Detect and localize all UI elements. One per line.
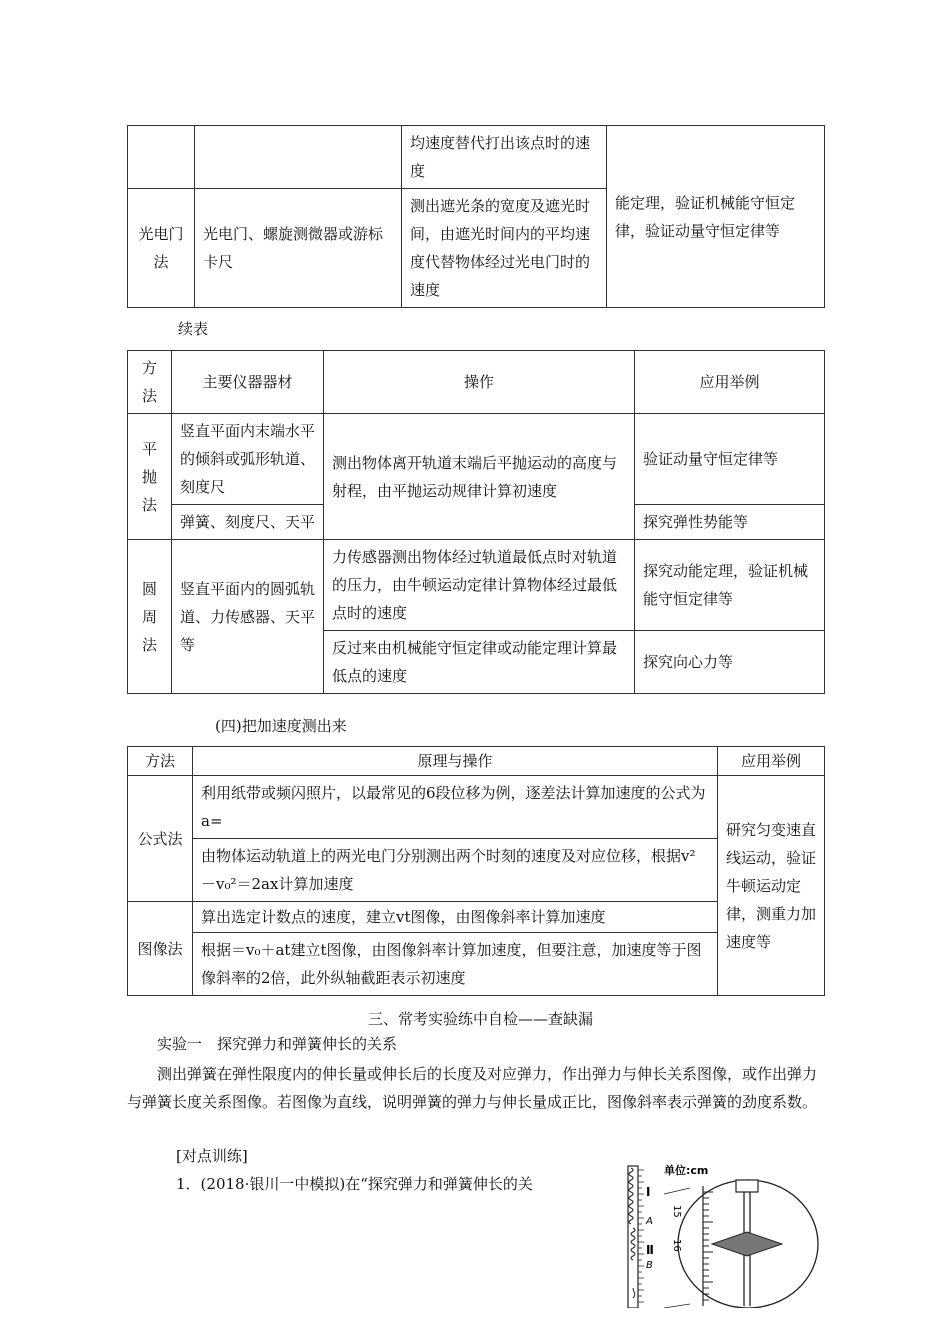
table-row xyxy=(128,540,825,631)
label-roman-1: Ⅰ xyxy=(646,1185,651,1199)
table-cell: 光电门法 xyxy=(128,189,195,308)
table-cell: 探究弹性势能等 xyxy=(635,505,825,540)
experiment1-body: 测出弹簧在弹性限度内的伸长量或伸长后的长度及对应弹力，作出弹力与伸长关系图像，或作出弹力与弹簧长度关系图像。若图像为直线，说明弹簧的弹力与伸长量成正比，图像斜率表示弹簧的劲度系数。 xyxy=(127,1065,818,1111)
method-formula: 公式法 xyxy=(128,776,193,902)
table-continued xyxy=(127,350,825,694)
tick-16: 16 xyxy=(671,1239,682,1252)
table-cell: 均速度替代打出该点时的速度 xyxy=(402,126,607,189)
table-cell: 竖直平面内末端水平的倾斜或弧形轨道、刻度尺 xyxy=(172,414,324,505)
label-b: B xyxy=(646,1260,653,1271)
method-image: 图像法 xyxy=(128,902,193,996)
label-a: A xyxy=(646,1216,653,1227)
table-cell: 研究匀变速直线运动，验证牛顿运动定律，测重力加速度等 xyxy=(718,776,825,996)
table-top xyxy=(127,125,825,308)
table-cell xyxy=(195,126,402,189)
header-method: 方法 xyxy=(128,747,193,776)
table-cell: 算出选定计数点的速度，建立vt图像，由图像斜率计算加速度 xyxy=(193,902,718,933)
section4-title: (四)把加速度测出来 xyxy=(215,717,347,735)
table-cell: 竖直平面内的圆弧轨道、力传感器、天平等 xyxy=(172,540,324,694)
label-roman-2: Ⅱ xyxy=(646,1243,654,1257)
question-1: 1．(2018·银川一中模拟)在“探究弹力和弹簧伸长的关 xyxy=(176,1175,533,1193)
training-label: [对点训练] xyxy=(176,1147,248,1165)
experiment1-title: 实验一 探究弹力和弹簧伸长的关系 xyxy=(157,1035,398,1053)
table-cell: 能定理，验证机械能守恒定律，验证动量守恒定律等 xyxy=(607,126,825,308)
header-principle: 原理与操作 xyxy=(193,747,718,776)
header-application: 应用举例 xyxy=(718,747,825,776)
table-cell: 探究动能定理，验证机械能守恒定律等 xyxy=(635,540,825,631)
header-equipment: 主要仪器器材 xyxy=(172,351,324,414)
header-operation: 操作 xyxy=(324,351,635,414)
table-cell: 弹簧、刻度尺、天平 xyxy=(172,505,324,540)
table-row xyxy=(128,776,825,839)
method-yuanzhou: 圆周法 xyxy=(128,540,172,694)
table-cell: 力传感器测出物体经过轨道最低点时对轨道的压力，由牛顿运动定律计算物体经过最低点时的速度 xyxy=(324,540,635,631)
ruler-bar xyxy=(628,1166,638,1308)
spring-2 xyxy=(631,1228,635,1260)
table-acceleration xyxy=(127,746,825,996)
pointer-diamond xyxy=(712,1232,782,1256)
spring-1 xyxy=(629,1168,633,1224)
table-cell: 验证动量守恒定律等 xyxy=(635,414,825,505)
table-header-row xyxy=(128,747,825,776)
tick-15: 15 xyxy=(671,1205,682,1218)
header-application: 应用举例 xyxy=(635,351,825,414)
hanger-clip xyxy=(736,1180,758,1192)
table-header-row xyxy=(128,351,825,414)
table-cell xyxy=(128,126,195,189)
section3-title: 三、常考实验练中自检——查缺漏 xyxy=(368,1010,594,1028)
table-cell: 根据＝v₀＋at建立t图像，由图像斜率计算加速度，但要注意，加速度等于图像斜率的2倍，此外纵轴截距表示初速度 xyxy=(193,933,718,996)
method-pingpao: 平抛法 xyxy=(128,414,172,540)
table-cell: 光电门、螺旋测微器或游标卡尺 xyxy=(195,189,402,308)
table-cell: 测出物体离开轨道末端后平抛运动的高度与射程，由平抛运动规律计算初速度 xyxy=(324,414,635,540)
table-cell: 由物体运动轨道上的两光电门分别测出两个时刻的速度及对应位移，根据v²－v₀²＝2ax计算加速度 xyxy=(193,839,718,902)
table-row xyxy=(128,126,825,189)
continued-label: 续表 xyxy=(178,320,209,338)
header-method: 方法 xyxy=(128,351,172,414)
spring-ruler-figure xyxy=(618,1158,828,1308)
table-cell: 探究向心力等 xyxy=(635,631,825,694)
unit-label: 单位:cm xyxy=(664,1164,709,1177)
table-cell: 利用纸带或频闪照片，以最常见的6段位移为例，逐差法计算加速度的公式为a= xyxy=(193,776,718,839)
table-cell: 反过来由机械能守恒定律或动能定理计算最低点的速度 xyxy=(324,631,635,694)
table-cell: 测出遮光条的宽度及遮光时间，由遮光时间内的平均速度代替物体经过光电门时的速度 xyxy=(402,189,607,308)
table-row xyxy=(128,414,825,505)
